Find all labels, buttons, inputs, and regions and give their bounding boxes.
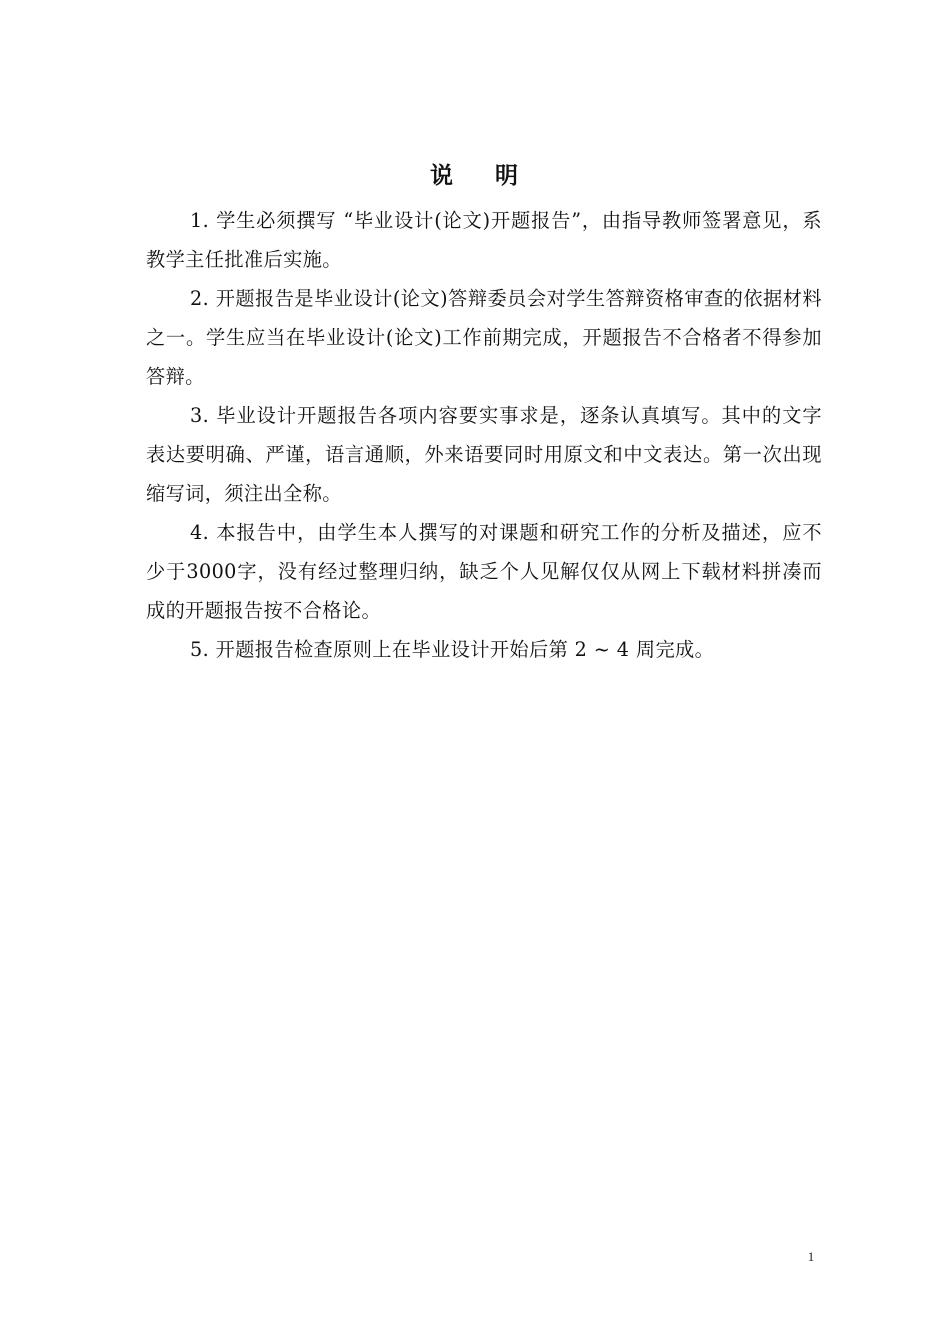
page-number: 1 (807, 1249, 815, 1264)
instruction-paragraph-3: 3. 毕业设计开题报告各项内容要实事求是，逐条认真填写。其中的文字表达要明确、严谨，语言通顺，外来语要同时用原文和中文表达。第一次出现缩写词，须注出全称。 (146, 404, 822, 505)
instruction-paragraph-2: 2. 开题报告是毕业设计(论文)答辩委员会对学生答辩资格审查的依据材料之一。学生应当在毕业设计(论文)工作前期完成，开题报告不合格者不得参加答辩。 (146, 287, 822, 388)
page-title-right-char: 明 (495, 163, 520, 189)
instruction-paragraph-4: 4. 本报告中，由学生本人撰写的对课题和研究工作的分析及描述，应不少于3000字，没有经过整理归纳，缺乏个人见解仅仅从网上下载材料拼凑而成的开题报告按不合格论。 (146, 521, 822, 622)
instruction-paragraph-5: 5. 开题报告检查原则上在毕业设计开始后第 2 ~ 4 周完成。 (190, 638, 715, 661)
instructions-body (146, 201, 822, 669)
instruction-paragraph-1: 1. 学生必须撰写 “毕业设计(论文)开题报告”，由指导教师签署意见，系教学主任批准后实施。 (146, 209, 822, 271)
page-title-left-char: 说 (430, 163, 455, 189)
page-title (0, 158, 950, 194)
